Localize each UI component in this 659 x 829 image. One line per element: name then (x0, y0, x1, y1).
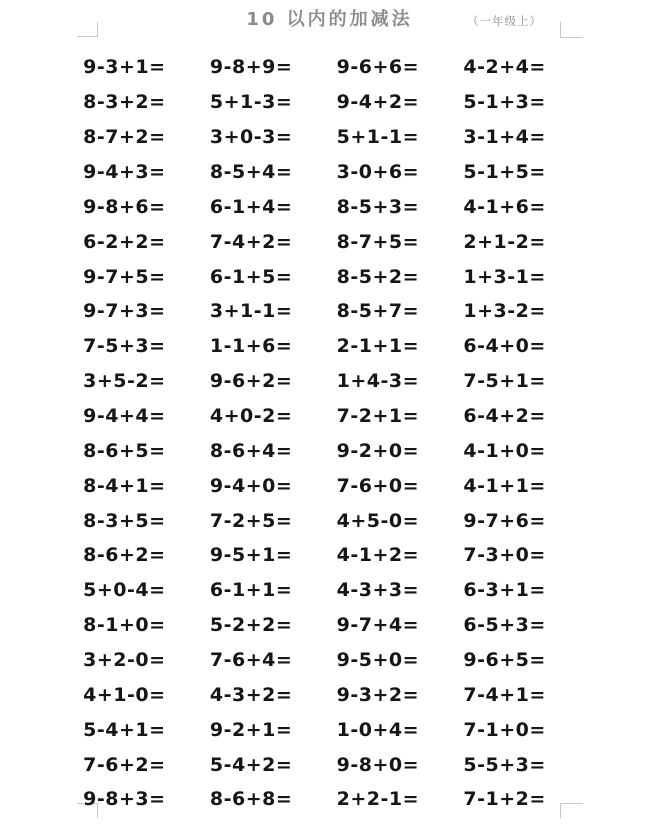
grade-label: （一年级上） (467, 14, 542, 28)
math-problem: 5-1+5= (463, 161, 546, 183)
math-problem: 7-6+4= (209, 649, 293, 672)
math-problem: 7-3+0= (463, 544, 546, 567)
math-problem: 6-4+0= (463, 335, 546, 358)
math-problem: 3+1-1= (209, 300, 293, 323)
math-problem: 8-1+0= (83, 614, 166, 637)
math-problem: 8-6+8= (209, 788, 293, 811)
math-problem: 8-6+2= (83, 544, 166, 567)
math-problem: 9-7+4= (336, 614, 420, 637)
math-problem: 7-5+3= (83, 335, 166, 358)
math-problem: 4+1-0= (83, 683, 166, 706)
math-problem: 8-4+1= (83, 474, 166, 497)
math-problem: 8-7+2= (83, 126, 166, 149)
math-problem: 3-0+6= (336, 161, 420, 183)
math-problem: 5-2+2= (209, 614, 293, 637)
math-problem: 9-4+2= (336, 91, 420, 114)
math-problem: 2-1+1= (336, 335, 420, 358)
math-problem: 5-1+3= (463, 91, 546, 114)
math-problem: 7-5+1= (463, 370, 546, 393)
math-problem: 9-4+0= (209, 474, 293, 497)
math-problem: 9-8+6= (83, 195, 166, 218)
math-problem: 6-4+2= (463, 405, 546, 428)
math-problem: 9-6+5= (463, 649, 546, 672)
math-problem: 3+0-3= (209, 126, 293, 149)
math-problem: 9-7+6= (463, 509, 546, 532)
math-problem: 8-5+7= (336, 300, 420, 323)
math-problem: 8-5+4= (209, 161, 293, 183)
math-problem: 5-5+3= (463, 753, 546, 776)
math-problem: 1+4-3= (336, 370, 420, 393)
math-problem: 8-6+5= (83, 439, 166, 462)
math-problem: 9-5+1= (209, 544, 293, 567)
math-problem: 3-1+4= (463, 126, 546, 149)
math-problem: 2+2-1= (336, 788, 420, 811)
math-problem: 7-4+1= (463, 683, 546, 706)
math-problem: 1+3-2= (463, 300, 546, 323)
math-problem: 4+0-2= (209, 405, 293, 428)
math-problem: 8-3+2= (83, 91, 166, 114)
math-problem: 8-5+2= (336, 265, 420, 288)
math-problem: 7-2+5= (209, 509, 293, 532)
math-problem: 2+1-2= (463, 230, 546, 253)
math-problem: 7-4+2= (209, 230, 293, 253)
math-problem: 1-0+4= (336, 718, 420, 741)
math-problem: 9-8+0= (336, 753, 420, 776)
math-problem: 6-1+5= (209, 265, 293, 288)
math-problem: 8-7+5= (336, 230, 420, 253)
math-problem: 5+0-4= (83, 579, 166, 602)
worksheet-title: 10 以内的加减法 (246, 9, 413, 30)
math-problem: 8-3+5= (83, 509, 166, 532)
math-problem: 9-2+0= (336, 439, 420, 462)
math-problem: 7-1+0= (463, 718, 546, 741)
math-problem: 4-1+6= (463, 195, 546, 218)
math-problem: 9-5+0= (336, 649, 420, 672)
math-problem: 9-4+3= (83, 161, 166, 183)
math-problem: 9-7+5= (83, 265, 166, 288)
math-problem: 9-6+2= (209, 370, 293, 393)
problems-grid (61, 50, 568, 817)
math-problem: 4-3+2= (209, 683, 293, 706)
math-problem: 3+5-2= (83, 370, 166, 393)
math-problem: 4-1+0= (463, 439, 546, 462)
math-problem: 5-4+2= (209, 753, 293, 776)
math-problem: 9-3+1= (83, 56, 166, 79)
math-problem: 9-4+4= (83, 405, 166, 428)
math-problem: 8-6+4= (209, 439, 293, 462)
math-problem: 6-2+2= (83, 230, 166, 253)
math-problem: 5-4+1= (83, 718, 166, 741)
math-problem: 6-1+4= (209, 195, 293, 218)
math-problem: 4-2+4= (463, 56, 546, 79)
math-problem: 6-3+1= (463, 579, 546, 602)
math-problem: 9-3+2= (336, 683, 420, 706)
math-problem: 9-8+3= (83, 788, 166, 811)
math-problem: 7-2+1= (336, 405, 420, 428)
math-problem: 8-5+3= (336, 195, 420, 218)
math-problem: 7-1+2= (463, 788, 546, 811)
math-problem: 3+2-0= (83, 649, 166, 672)
math-problem: 9-7+3= (83, 300, 166, 323)
math-problem: 4-1+1= (463, 474, 546, 497)
math-problem: 9-2+1= (209, 718, 293, 741)
math-problem: 6-1+1= (209, 579, 293, 602)
math-problem: 6-5+3= (463, 614, 546, 637)
math-problem: 1+3-1= (463, 265, 546, 288)
math-problem: 5+1-1= (336, 126, 420, 149)
math-problem: 4-1+2= (336, 544, 420, 567)
math-problem: 4-3+3= (336, 579, 420, 602)
math-problem: 5+1-3= (209, 91, 293, 114)
math-problem: 7-6+0= (336, 474, 420, 497)
math-problem: 4+5-0= (336, 509, 420, 532)
math-problem: 9-6+6= (336, 56, 420, 79)
math-problem: 7-6+2= (83, 753, 166, 776)
math-problem: 1-1+6= (209, 335, 293, 358)
math-problem: 9-8+9= (209, 56, 293, 79)
